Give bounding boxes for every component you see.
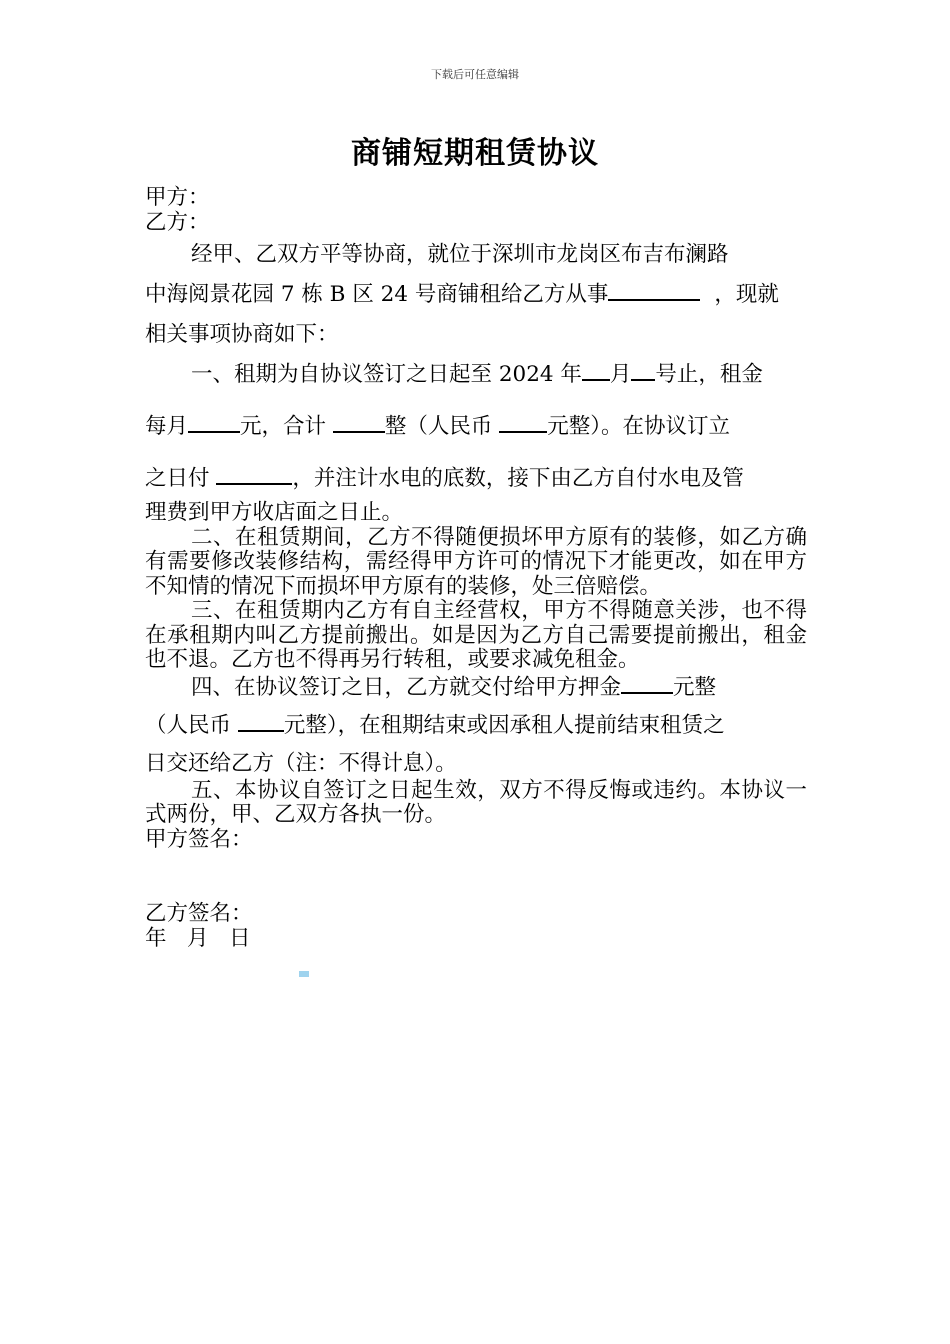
header-note: 下载后可任意编辑 (431, 68, 519, 81)
total-blank (333, 408, 385, 433)
intro-line-2-tail: ，现就 (714, 282, 779, 307)
rmb-total-blank (499, 408, 547, 433)
party-b-signature: 乙方签名： (145, 901, 253, 926)
clause-1-text-f: 整（人民币 (384, 414, 500, 439)
clause-1-line-2 (145, 401, 807, 453)
clause-2: 二、在租赁期间，乙方不得随便损坏甲方原有的装修，如乙方确有需要修改装修结构，需经得甲方许可的情况下才能更改，如在甲方不知情的情况下而损坏甲方原有的装修，处三倍赔偿。 (145, 524, 807, 599)
intro-line-2-text: 中海阅景花园 7 栋 B 区 24 号商铺租给乙方从事 (145, 282, 609, 307)
clause-1-line-4: 理费到甲方收店面之日止。 (145, 500, 404, 525)
deposit-blank (621, 669, 673, 694)
party-a-signature: 甲方签名： (145, 826, 253, 852)
document-title: 商铺短期租赁协议 (351, 136, 599, 171)
rmb-deposit-blank (238, 707, 284, 732)
clause-1-text-h: 之日付 (145, 466, 217, 491)
party-b-label: 乙方： (145, 209, 210, 235)
party-a-label: 甲方： (145, 185, 210, 210)
intro-paragraph (145, 235, 807, 355)
clause-4-line-1 (145, 669, 807, 707)
clause-1 (145, 349, 807, 505)
clause-5: 五、本协议自签订之日起生效，双方不得反悔或违约。本协议一式两份，甲、乙双方各执一份。 (145, 777, 807, 827)
clause-1-text-i: ，并注计水电的底数，接下由乙方自付水电及管 (292, 466, 744, 491)
clause-1-text-g: 元整）。在协议订立 (547, 414, 730, 439)
monthly-rent-blank (188, 408, 240, 433)
clause-3: 三、在租赁期内乙方有自主经营权，甲方不得随意关涉，也不得在承租期内叫乙方提前搬出。如是因为乙方自己需要提前搬出，租金也不退。乙方也不得再另行转租，或要求减免租金。 (145, 598, 807, 672)
clause-1-text-d: 每月 (145, 414, 189, 439)
clause-1-text-a: 一、租期为自协议签订之日起至 2024 年 (191, 362, 582, 387)
intro-line-1: 经甲、乙双方平等协商，就位于深圳市龙岗区布吉布澜路 (191, 242, 729, 267)
intro-line-3: 相关事项协商如下： (145, 322, 339, 347)
month-blank (582, 356, 610, 381)
date-line: 年 月 日 (145, 925, 251, 951)
clause-4-text-b: 元整 (673, 674, 717, 700)
payment-blank (216, 460, 292, 485)
clause-1-text-e: 元，合计 (240, 414, 333, 439)
intro-line-2 (145, 275, 807, 315)
clause-4-text-a: 四、在协议签订之日，乙方就交付给甲方押金 (191, 674, 622, 700)
clause-1-text-c: 号止，租金 (655, 362, 763, 387)
clause-1-text-b: 月 (609, 362, 632, 387)
business-blank (608, 276, 700, 301)
clause-1-line-3 (145, 453, 807, 505)
highlight-marker (299, 971, 309, 977)
clause-4-line-2 (145, 707, 807, 745)
clause-4 (145, 669, 807, 783)
day-blank (631, 356, 655, 381)
clause-1-line-1 (145, 349, 807, 401)
clause-4-line-3: 日交还给乙方（注：不得计息）。 (145, 750, 457, 776)
clause-4-text-d: 元整），在租期结束或因承租人提前结束租赁之 (283, 712, 725, 738)
clause-4-text-c: （人民币 (145, 712, 238, 738)
document-body (145, 186, 807, 951)
